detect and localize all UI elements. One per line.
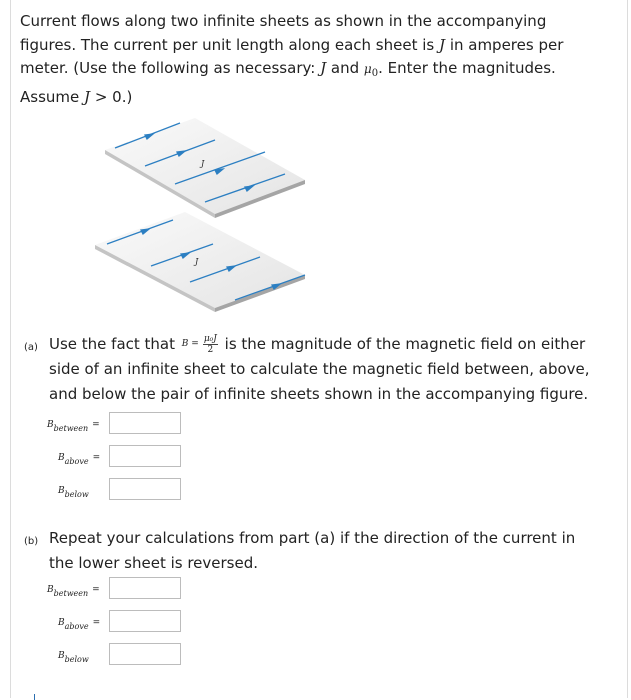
a-below-label bbox=[58, 486, 93, 499]
b-symbol: B bbox=[58, 651, 65, 661]
b-subscript: between bbox=[53, 589, 89, 598]
upper-j-label: J bbox=[201, 159, 205, 168]
var-j: J bbox=[439, 35, 446, 54]
intro-text-4: Assume bbox=[20, 87, 80, 106]
intro-line-1 bbox=[20, 10, 615, 34]
var-j: J bbox=[84, 87, 91, 106]
equals-sign: = bbox=[92, 453, 101, 463]
upper-sheet bbox=[105, 118, 305, 218]
intro-text-3b: . Enter the magnitudes. bbox=[378, 59, 556, 77]
b-above-label bbox=[58, 618, 100, 631]
part-b bbox=[20, 526, 620, 576]
b-above-input[interactable] bbox=[109, 610, 181, 632]
two-sheets-figure bbox=[85, 110, 325, 315]
formula-numerator: μ₀J bbox=[203, 334, 217, 344]
part-a bbox=[20, 332, 620, 407]
part-a-text-pre: Use the fact that bbox=[49, 335, 176, 353]
a-between-label bbox=[47, 420, 100, 433]
intro-text-1: Current flows along two infinite sheets as shown in the accompanying bbox=[20, 12, 547, 30]
b-symbol: B bbox=[58, 453, 65, 463]
lower-sheet bbox=[95, 212, 305, 312]
a-between-input[interactable] bbox=[109, 412, 181, 434]
part-a-line-2: side of an infinite sheet to calculate the magnetic field between, above, bbox=[49, 360, 590, 378]
part-a-line-3: and below the pair of infinite sheets shown in the accompanying figure. bbox=[49, 385, 589, 403]
b-between-input[interactable] bbox=[109, 577, 181, 599]
b-subscript: below bbox=[64, 490, 89, 499]
a-above-input[interactable] bbox=[109, 445, 181, 467]
part-b-label: (b) bbox=[24, 536, 39, 547]
part-a-text-post: is the magnitude of the magnetic field on either bbox=[224, 335, 586, 353]
lower-j-label: J bbox=[195, 257, 199, 266]
part-a-label: (a) bbox=[24, 342, 38, 353]
formula-lhs: B = bbox=[181, 339, 199, 350]
formula-fraction bbox=[203, 334, 218, 355]
intro-text-4b: > 0.) bbox=[94, 87, 133, 106]
intro-line-3 bbox=[20, 57, 615, 86]
a-below-input[interactable] bbox=[109, 478, 181, 500]
b-symbol: B bbox=[58, 486, 65, 496]
part-b-line-2: the lower sheet is reversed. bbox=[49, 554, 259, 572]
problem-statement bbox=[20, 10, 615, 109]
a-above-label bbox=[58, 453, 100, 466]
var-mu0 bbox=[363, 62, 379, 79]
b-symbol: B bbox=[47, 420, 54, 430]
equals-sign: = bbox=[92, 585, 100, 595]
b-subscript: above bbox=[64, 622, 89, 631]
mu-symbol: μ bbox=[363, 62, 372, 76]
b-subscript: between bbox=[53, 424, 89, 433]
cursor-marker bbox=[34, 694, 35, 700]
intro-text-2: figures. The current per unit length along each sheet is bbox=[20, 35, 435, 54]
intro-text-3: meter. (Use the following as necessary: bbox=[20, 59, 316, 77]
intro-text-2b: in amperes per bbox=[449, 35, 564, 54]
equals-sign: = bbox=[92, 420, 100, 430]
b-between-label bbox=[47, 585, 100, 598]
b-subscript: below bbox=[64, 655, 89, 664]
b-symbol: B bbox=[58, 618, 65, 628]
var-j: J bbox=[320, 59, 327, 77]
b-symbol: B bbox=[47, 585, 54, 595]
equals-sign: = bbox=[92, 618, 101, 628]
b-below-input[interactable] bbox=[109, 643, 181, 665]
b-subscript: above bbox=[64, 457, 89, 466]
part-b-line-1: Repeat your calculations from part (a) if the direction of the current in bbox=[49, 529, 576, 547]
formula-denominator: 2 bbox=[207, 345, 214, 355]
intro-and: and bbox=[330, 59, 360, 77]
part-a-line-1 bbox=[49, 332, 620, 357]
field-formula bbox=[182, 339, 199, 350]
intro-line-4 bbox=[20, 86, 615, 110]
mu-subscript: 0 bbox=[371, 68, 379, 79]
intro-line-2 bbox=[20, 34, 615, 58]
b-below-label bbox=[58, 651, 93, 664]
